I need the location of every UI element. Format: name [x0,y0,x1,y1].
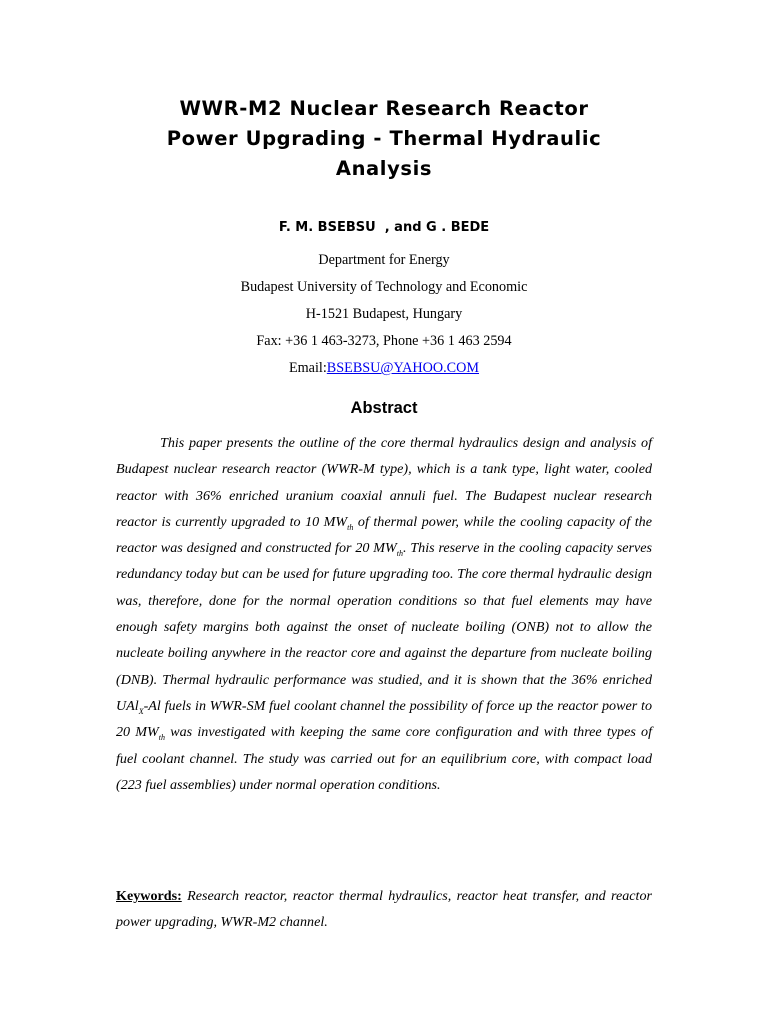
email-line [100,355,668,382]
affiliation-block [100,247,668,382]
abstract-text-5: was investigated with keeping the same core configuration and with three types of fuel coolant channel. The study was carried out for an equilibrium core, with compact load (223 fuel assemblies) under normal operation conditions. [116,724,652,793]
keywords-text: Research reactor, reactor thermal hydraulics, reactor heat transfer, and reactor power upgrading, WWR-M2 channel. [116,888,652,931]
subscript-th-2: th [396,549,403,558]
subscript-x: X [138,706,144,716]
abstract-heading: Abstract [350,399,418,417]
abstract-text-4: -Al fuels in WWR-SM fuel coolant channel the possibility of force up the reactor power to 20 MW [116,697,652,741]
title-line-1: WWR-M2 Nuclear Research Reactor [179,97,589,120]
paper-title [100,94,668,184]
contact-numbers: Fax: +36 1 463-3273, Phone +36 1 463 2594 [256,333,512,349]
university: Budapest University of Technology and Economic [240,279,528,295]
title-line-2: Power Upgrading - Thermal Hydraulic [166,127,602,150]
department: Department for Energy [318,252,450,268]
abstract-body [116,430,652,798]
subscript-th-1: th [347,522,354,532]
abstract-text-2: of thermal power, while the cooling capacity of the reactor was designed and constructed for 20 MW [116,513,652,557]
subscript-th-3: th [158,733,166,743]
authors: F. M. BSEBSU , and G . BEDE [278,220,490,235]
address: H-1521 Budapest, Hungary [305,306,463,322]
abstract-text-1: This paper presents the outline of the core thermal hydraulics design and analysis of Budapest nuclear research reactor (WWR-M type), which is a tank type, light water, cooled reactor with 36% enriched uranium coaxial annuli fuel. The Budapest nuclear research reactor is currently upgraded to 10 MW [116,435,652,530]
email-label: Email: [288,360,327,376]
keywords-paragraph [116,883,652,936]
title-line-3: Analysis [335,157,433,180]
abstract-text-3: . This reserve in the cooling capacity serves redundancy today but can be used for future upgrading too. The core thermal hydraulic design was, therefore, done for the normal operation conditions so that fuel elements may have enough safety margins both against the onset of nucleate boiling (ONB) not to allow the nucleate boiling anywhere in the reactor core and against the departure from nucleate boiling (DNB). Thermal hydraulic performance was studied, and it is shown that the 36% enriched UAl [116,540,652,714]
email-link[interactable]: BSEBSU@YAHOO.COM [326,360,480,376]
keywords-label: Keywords: [116,888,182,904]
